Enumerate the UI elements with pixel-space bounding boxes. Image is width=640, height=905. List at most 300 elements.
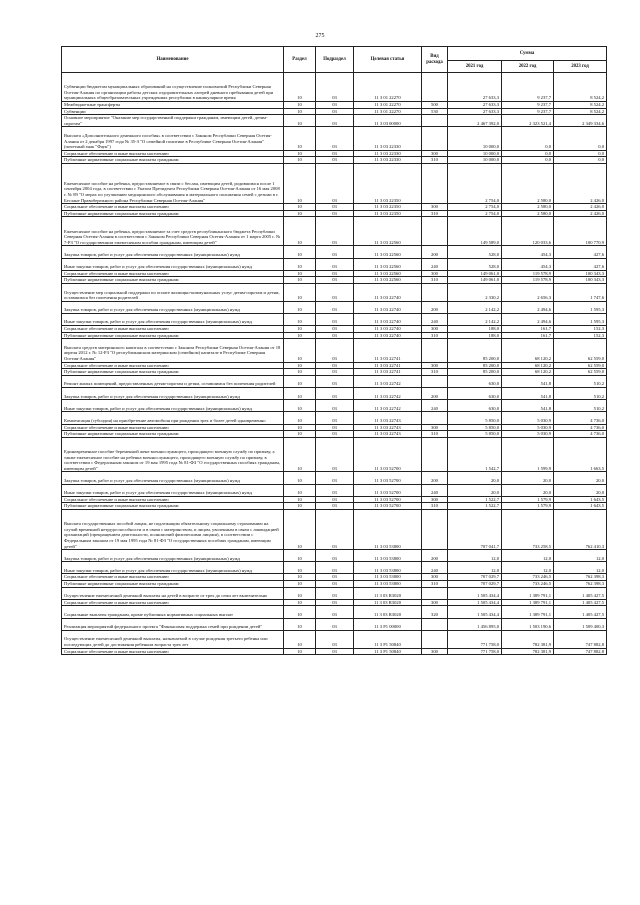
row-2022: 0,0: [502, 150, 554, 157]
row-name: Социальное обеспечение и иные выплаты населению: [62, 648, 284, 655]
table-row: [62, 115, 607, 127]
row-target: 11 3 01 22270: [354, 108, 422, 115]
row-2022: 12,0: [502, 550, 554, 562]
row-2021: 27 633,3: [448, 73, 502, 102]
row-name: Социальное обеспечение и иные выплаты населению: [62, 326, 284, 333]
row-2021: 85 200,0: [448, 362, 502, 369]
row-2021: 5 850,0: [448, 431, 502, 438]
row-2023: 152,3: [554, 332, 607, 339]
row-2021: 27 633,3: [448, 108, 502, 115]
table-row: [62, 484, 607, 496]
row-target: 11 3 03 22743: [354, 412, 422, 424]
table-row: [62, 599, 607, 606]
row-razdel: 10: [284, 150, 316, 157]
row-2021: 27 633,3: [448, 102, 502, 109]
row-2021: 5 850,0: [448, 424, 502, 431]
row-2021: 188,0: [448, 332, 502, 339]
table-row: [62, 283, 607, 301]
row-podrazdel: 03: [316, 375, 354, 387]
table-row: [62, 277, 607, 284]
row-name: Публичные нормативные социальные выплаты гражданам: [62, 277, 284, 284]
row-2022: 9 237,7: [502, 73, 554, 102]
row-2022: 782 381,9: [502, 648, 554, 655]
row-2023: 20,0: [554, 472, 607, 484]
row-target: 11 3 03 22330: [354, 127, 422, 150]
row-name: Компенсация (субсидия) на приобретение автомобиля при рождении трех и более детей одновременно: [62, 412, 284, 424]
row-target: 11 3 03 22740: [354, 326, 422, 333]
row-podrazdel: 03: [316, 163, 354, 203]
row-razdel: 10: [284, 210, 316, 217]
row-expense-type: 300: [422, 599, 448, 606]
row-2021: 630,0: [448, 375, 502, 387]
row-2021: 1 542,7: [448, 437, 502, 472]
row-name: Социальное обеспечение и иные выплаты населению: [62, 424, 284, 431]
row-2022: 2 494,6: [502, 313, 554, 325]
row-razdel: 10: [284, 332, 316, 339]
col-header-razdel: Раздел: [284, 47, 316, 73]
row-2023: 1 595,3: [554, 313, 607, 325]
row-2021: 149 589,0: [448, 217, 502, 246]
table-row: [62, 217, 607, 246]
row-podrazdel: 03: [316, 550, 354, 562]
row-2022: 5 030,9: [502, 424, 554, 431]
row-2022: 541,8: [502, 388, 554, 400]
row-expense-type: 310: [422, 431, 448, 438]
row-target: 11 3 03 22350: [354, 204, 422, 211]
table-row: [62, 108, 607, 115]
row-target: 11 3 03 53800: [354, 550, 422, 562]
row-2021: 2 754,0: [448, 163, 502, 203]
row-target: 11 3 03 R3020: [354, 587, 422, 599]
row-podrazdel: 03: [316, 503, 354, 510]
row-razdel: 10: [284, 375, 316, 387]
row-target: 11 3 03 22742: [354, 400, 422, 412]
row-podrazdel: 03: [316, 369, 354, 376]
row-2022: 2 580,0: [502, 204, 554, 211]
row-expense-type: 300: [422, 150, 448, 157]
row-2022: 9 237,7: [502, 108, 554, 115]
row-2021: 707 029,7: [448, 581, 502, 588]
row-podrazdel: 03: [316, 587, 354, 599]
row-name: Публичные нормативные социальные выплаты гражданам: [62, 157, 284, 164]
row-name: Публичные нормативные социальные выплаты гражданам: [62, 581, 284, 588]
row-2021: 707 029,7: [448, 574, 502, 581]
row-target: 11 3 03 52700: [354, 496, 422, 503]
row-2023: 62 559,0: [554, 369, 607, 376]
row-name: Основное мероприятие "Оказание мер государственной поддержки гражданам, имеющим детей, детям-сиротам": [62, 115, 284, 127]
row-razdel: 10: [284, 326, 316, 333]
row-podrazdel: 03: [316, 204, 354, 211]
table-row: [62, 648, 607, 655]
row-name: Осуществление ежемесячной денежной выплаты на детей в возрасте от трех до семи лет включительно: [62, 587, 284, 599]
row-2023: 1 663,5: [554, 437, 607, 472]
table-row: [62, 204, 607, 211]
row-podrazdel: 03: [316, 277, 354, 284]
col-header-name: Наименование: [62, 47, 284, 73]
row-razdel: 10: [284, 157, 316, 164]
table-row: [62, 150, 607, 157]
row-2023: 100 343,3: [554, 277, 607, 284]
row-razdel: 10: [284, 509, 316, 549]
row-podrazdel: 03: [316, 108, 354, 115]
row-expense-type: 310: [422, 581, 448, 588]
row-2023: 1 595,3: [554, 301, 607, 313]
row-2022: 119 578,9: [502, 277, 554, 284]
row-razdel: 10: [284, 618, 316, 630]
table-row: [62, 400, 607, 412]
row-2022: 782 381,9: [502, 630, 554, 648]
row-2021: 528,0: [448, 246, 502, 258]
row-razdel: 10: [284, 127, 316, 150]
row-2022: 1 579,9: [502, 503, 554, 510]
row-podrazdel: 03: [316, 630, 354, 648]
row-target: 11 3 03 R3020: [354, 599, 422, 606]
row-expense-type: 300: [422, 648, 448, 655]
row-expense-type: 200: [422, 246, 448, 258]
row-expense-type: [422, 127, 448, 150]
row-name: Социальное обеспечение и иные выплаты населению: [62, 150, 284, 157]
col-header-target: Целевая статья: [354, 47, 422, 73]
table-row: [62, 574, 607, 581]
row-name: Иные закупки товаров, работ и услуг для обеспечения государственных (муниципальных) нужд: [62, 562, 284, 574]
row-2023: 1 405 427,5: [554, 599, 607, 606]
row-name: Межбюджетные трансферты: [62, 102, 284, 109]
row-expense-type: 200: [422, 388, 448, 400]
row-expense-type: [422, 375, 448, 387]
row-razdel: 10: [284, 550, 316, 562]
row-2022: 2 494,6: [502, 301, 554, 313]
row-razdel: 10: [284, 217, 316, 246]
table-row: [62, 332, 607, 339]
row-2021: 630,0: [448, 400, 502, 412]
row-2021: 149 061,0: [448, 270, 502, 277]
row-expense-type: 530: [422, 108, 448, 115]
row-2022: 1 579,9: [502, 496, 554, 503]
row-2023: 1 405 427,5: [554, 587, 607, 599]
table-row: [62, 388, 607, 400]
row-name: Ежемесячное пособие на ребенка, предоставляемое за счет средств республиканского бюджета Республики Северная Осетия-Алания в соответствии с Законом Республики Северная Осетия-Алания от 1 марта 2005 г. № 7-РЗ "О государственном ежемесячном пособии гражданам, имеющим детей": [62, 217, 284, 246]
row-razdel: 10: [284, 108, 316, 115]
table-row: [62, 550, 607, 562]
row-target: 11 3 03 53800: [354, 581, 422, 588]
row-razdel: 10: [284, 484, 316, 496]
row-name: Социальное обеспечение и иные выплаты населению: [62, 270, 284, 277]
row-podrazdel: 03: [316, 388, 354, 400]
row-2022: 12,0: [502, 562, 554, 574]
row-2021: 1 505 434,4: [448, 587, 502, 599]
row-2021: 2 330,2: [448, 283, 502, 301]
row-2023: 4 736,0: [554, 424, 607, 431]
row-razdel: 10: [284, 246, 316, 258]
row-razdel: 10: [284, 599, 316, 606]
row-2023: 12,0: [554, 550, 607, 562]
row-expense-type: 240: [422, 400, 448, 412]
table-row: [62, 503, 607, 510]
row-2021: 2 142,2: [448, 301, 502, 313]
row-podrazdel: 03: [316, 73, 354, 102]
row-razdel: 10: [284, 496, 316, 503]
row-2023: 20,0: [554, 484, 607, 496]
row-2022: 68 120,2: [502, 369, 554, 376]
row-name: Субвенции: [62, 108, 284, 115]
row-target: 11 3 01 22270: [354, 102, 422, 109]
row-podrazdel: 03: [316, 270, 354, 277]
row-razdel: 10: [284, 400, 316, 412]
row-target: 11 3 03 53800: [354, 574, 422, 581]
row-2023: 510,2: [554, 388, 607, 400]
table-row: [62, 270, 607, 277]
row-2022: 68 120,2: [502, 339, 554, 362]
row-podrazdel: 03: [316, 217, 354, 246]
row-target: 11 3 03 22560: [354, 270, 422, 277]
row-name: Ежемесячное пособие на ребенка, предоставляемое в связи с беслан, имеющим детей, родившимся после 1 сентября 2004 года, в соответствии с Указом Президента Республики Северная Осетия-Алания от 16 мая 2008 г. № 89 "О мерах по улучшению медицинского обслуживания и материального положения семей с детьми в г. Беслане Правобережного района Республики Северная Осетия-Алания": [62, 163, 284, 203]
row-target: 11 3 03 22560: [354, 246, 422, 258]
row-podrazdel: 03: [316, 472, 354, 484]
row-target: 11 3 03 22740: [354, 313, 422, 325]
row-expense-type: [422, 412, 448, 424]
row-2021: 2 467 392,0: [448, 115, 502, 127]
row-razdel: 10: [284, 472, 316, 484]
row-razdel: 10: [284, 277, 316, 284]
row-expense-type: 200: [422, 472, 448, 484]
row-2023: 0,0: [554, 127, 607, 150]
row-name: Субвенции бюджетам муниципальных образований на осуществление полномочий Республики Северная Осетия-Алания по организации работы детских оздоровительных лагерей дневного пребывания детей при муниципальных общеобразовательных учреждениях республики в каникулярное время: [62, 73, 284, 102]
row-2023: 427,6: [554, 246, 607, 258]
table-row: [62, 163, 607, 203]
row-podrazdel: 03: [316, 431, 354, 438]
row-2022: 1 503 190,6: [502, 618, 554, 630]
row-podrazdel: 03: [316, 574, 354, 581]
row-target: 11 3 03 22741: [354, 339, 422, 362]
row-2023: 747 882,8: [554, 648, 607, 655]
row-razdel: 10: [284, 606, 316, 618]
row-target: 11 3 03 22560: [354, 277, 422, 284]
row-target: 11 3 03 22740: [354, 332, 422, 339]
row-expense-type: 240: [422, 258, 448, 270]
row-name: Реализация мероприятий федерального проекта "Финансовая поддержка семей при рождении детей": [62, 618, 284, 630]
row-2023: 747 882,8: [554, 630, 607, 648]
row-name: Единовременное пособие беременной жене военнослужащего, проходящего военную службу по призыву, а также ежемесячное пособие на ребенка военнослужащего, проходящего военную службу по призыву, в соответствии с Федеральным законом от 19 мая 1995 года № 81-ФЗ "О государственных пособиях гражданам, имеющим детей": [62, 437, 284, 472]
row-2023: 762 410,3: [554, 509, 607, 549]
row-2023: 1 509 400,3: [554, 618, 607, 630]
row-2022: 9 237,7: [502, 102, 554, 109]
row-target: 11 3 03 22743: [354, 424, 422, 431]
table-row: [62, 630, 607, 648]
row-2022: 120 033,6: [502, 217, 554, 246]
row-2022: 0,0: [502, 127, 554, 150]
table-row: [62, 313, 607, 325]
row-name: Выплата государственных пособий лицам, не подлежащим обязательному социальному страхованию на случай временной нетрудоспособности и в связи с материнством, и лицам, уволенным в связи с ликвидацией организаций (прекращением деятельности, полномочий физическими лицами), в соответствии с Федеральным законом от 19 мая 1995 года № 81-ФЗ "О государственных пособиях гражданам, имеющим детей": [62, 509, 284, 549]
row-target: 11 3 03 00000: [354, 115, 422, 127]
row-2021: 2 142,2: [448, 313, 502, 325]
row-expense-type: 240: [422, 313, 448, 325]
row-2022: 161,7: [502, 332, 554, 339]
row-2023: 0,0: [554, 157, 607, 164]
row-expense-type: 500: [422, 102, 448, 109]
col-header-2022: 2022 год: [502, 61, 554, 73]
row-2021: 20,0: [448, 484, 502, 496]
row-2023: 8 524,2: [554, 108, 607, 115]
row-expense-type: 240: [422, 562, 448, 574]
row-razdel: 10: [284, 412, 316, 424]
row-podrazdel: 03: [316, 313, 354, 325]
row-2023: 1 643,5: [554, 496, 607, 503]
row-name: Выплата «Дополнительного денежного пособия» в соответствии с Законом Республики Северная Осетия-Алания от 2 декабря 1997 года № 35-З "О семейной политике в Республике Северная Осетия-Алания" (почетный знак "Фаун"): [62, 127, 284, 150]
row-2023: 2 426,0: [554, 210, 607, 217]
row-2023: 4 736,0: [554, 431, 607, 438]
row-2021: 10 000,0: [448, 127, 502, 150]
row-2022: 733 246,5: [502, 574, 554, 581]
row-2023: 152,3: [554, 326, 607, 333]
row-podrazdel: 03: [316, 648, 354, 655]
col-header-podrazdel: Подраздел: [316, 47, 354, 73]
row-razdel: 10: [284, 574, 316, 581]
row-2023: 762 398,3: [554, 574, 607, 581]
row-podrazdel: 03: [316, 618, 354, 630]
table-row: [62, 562, 607, 574]
table-row: [62, 326, 607, 333]
row-name: Публичные нормативные социальные выплаты гражданам: [62, 431, 284, 438]
row-name: Закупка товаров, работ и услуг для обеспечения государственных (муниципальных) нужд: [62, 246, 284, 258]
row-2022: 1 599,9: [502, 437, 554, 472]
row-2023: 100 770,9: [554, 217, 607, 246]
row-podrazdel: 03: [316, 115, 354, 127]
row-podrazdel: 03: [316, 150, 354, 157]
table-row: [62, 369, 607, 376]
row-2021: 2 754,0: [448, 210, 502, 217]
row-expense-type: [422, 509, 448, 549]
row-2023: 12,0: [554, 562, 607, 574]
page-number: 275: [315, 33, 325, 39]
table-row: [62, 472, 607, 484]
row-expense-type: [422, 73, 448, 102]
row-name: Иные закупки товаров, работ и услуг для обеспечения государственных (муниципальных) нужд: [62, 313, 284, 325]
row-target: 11 3 P1 50840: [354, 630, 422, 648]
row-target: 11 3 03 22330: [354, 150, 422, 157]
row-2022: 541,8: [502, 375, 554, 387]
row-2022: 1 389 791,1: [502, 606, 554, 618]
row-podrazdel: 03: [316, 509, 354, 549]
row-target: 11 3 03 52700: [354, 472, 422, 484]
row-name: Выплата средств материнского капитала в соответствии с Законом Республики Северная Осетия-Алания от 18 апреля 2012 г. № 12-РЗ "О республиканском материнском (семейном) капитале в Республике Северная Осетия-Алания": [62, 339, 284, 362]
row-target: 11 3 P1 00000: [354, 618, 422, 630]
row-podrazdel: 03: [316, 326, 354, 333]
row-target: 11 3 03 53800: [354, 509, 422, 549]
table-row: [62, 102, 607, 109]
row-name: Иные закупки товаров, работ и услуг для обеспечения государственных (муниципальных) нужд: [62, 400, 284, 412]
table-row: [62, 258, 607, 270]
col-header-2021: 2021 год: [448, 61, 502, 73]
row-2022: 0,0: [502, 157, 554, 164]
row-podrazdel: 03: [316, 339, 354, 362]
row-expense-type: 310: [422, 332, 448, 339]
row-expense-type: [422, 618, 448, 630]
row-2021: 20,0: [448, 472, 502, 484]
row-razdel: 10: [284, 339, 316, 362]
row-podrazdel: 03: [316, 246, 354, 258]
table-row: [62, 157, 607, 164]
table-row: [62, 606, 607, 618]
row-razdel: 10: [284, 270, 316, 277]
row-expense-type: 310: [422, 369, 448, 376]
row-2022: 2 580,0: [502, 163, 554, 203]
row-podrazdel: 03: [316, 283, 354, 301]
row-razdel: 10: [284, 431, 316, 438]
row-razdel: 10: [284, 301, 316, 313]
row-2021: 1 456 895,0: [448, 618, 502, 630]
row-2022: 541,8: [502, 400, 554, 412]
row-razdel: 10: [284, 258, 316, 270]
header-row: [62, 47, 607, 61]
row-podrazdel: 03: [316, 606, 354, 618]
row-2023: 2 426,0: [554, 163, 607, 203]
row-podrazdel: 03: [316, 301, 354, 313]
row-2021: 1 522,7: [448, 503, 502, 510]
row-expense-type: 300: [422, 362, 448, 369]
table-row: [62, 375, 607, 387]
row-expense-type: 300: [422, 204, 448, 211]
row-target: 11 3 03 22743: [354, 431, 422, 438]
row-podrazdel: 03: [316, 562, 354, 574]
row-2022: 20,0: [502, 472, 554, 484]
row-2023: 2 426,0: [554, 204, 607, 211]
table-row: [62, 431, 607, 438]
row-name: Публичные нормативные социальные выплаты гражданам: [62, 210, 284, 217]
row-2023: 510,2: [554, 400, 607, 412]
row-expense-type: 200: [422, 550, 448, 562]
row-target: 11 3 03 22742: [354, 375, 422, 387]
row-podrazdel: 03: [316, 484, 354, 496]
row-razdel: 10: [284, 562, 316, 574]
row-2022: 733 246,5: [502, 581, 554, 588]
row-name: Иные закупки товаров, работ и услуг для обеспечения государственных (муниципальных) нужд: [62, 484, 284, 496]
row-2021: 12,0: [448, 562, 502, 574]
row-podrazdel: 03: [316, 412, 354, 424]
row-2023: 4 736,0: [554, 412, 607, 424]
row-expense-type: 310: [422, 277, 448, 284]
row-razdel: 10: [284, 115, 316, 127]
row-name: Публичные нормативные социальные выплаты гражданам: [62, 503, 284, 510]
row-podrazdel: 03: [316, 400, 354, 412]
row-2021: 2 754,0: [448, 204, 502, 211]
row-2021: 85 200,0: [448, 339, 502, 362]
row-target: 11 3 03 22740: [354, 283, 422, 301]
row-2021: 771 758,0: [448, 630, 502, 648]
row-2021: 1 505 434,4: [448, 606, 502, 618]
row-2021: 5 850,0: [448, 412, 502, 424]
row-2022: 454,3: [502, 246, 554, 258]
row-name: Социальное обеспечение и иные выплаты населению: [62, 204, 284, 211]
row-name: Социальное обеспечение и иные выплаты населению: [62, 362, 284, 369]
row-2021: 630,0: [448, 388, 502, 400]
row-target: 11 3 01 22270: [354, 73, 422, 102]
row-2021: 528,0: [448, 258, 502, 270]
row-expense-type: [422, 587, 448, 599]
row-razdel: 10: [284, 587, 316, 599]
row-2022: 20,0: [502, 484, 554, 496]
row-expense-type: 240: [422, 484, 448, 496]
row-target: 11 3 03 52700: [354, 503, 422, 510]
row-2023: 762 398,3: [554, 581, 607, 588]
row-target: 11 3 03 52700: [354, 437, 422, 472]
row-2023: 62 559,0: [554, 362, 607, 369]
row-name: Социальное обеспечение и иные выплаты населению: [62, 496, 284, 503]
col-header-sum: Сумма: [448, 47, 607, 61]
row-razdel: 10: [284, 581, 316, 588]
row-expense-type: 310: [422, 157, 448, 164]
row-expense-type: [422, 630, 448, 648]
row-razdel: 10: [284, 388, 316, 400]
